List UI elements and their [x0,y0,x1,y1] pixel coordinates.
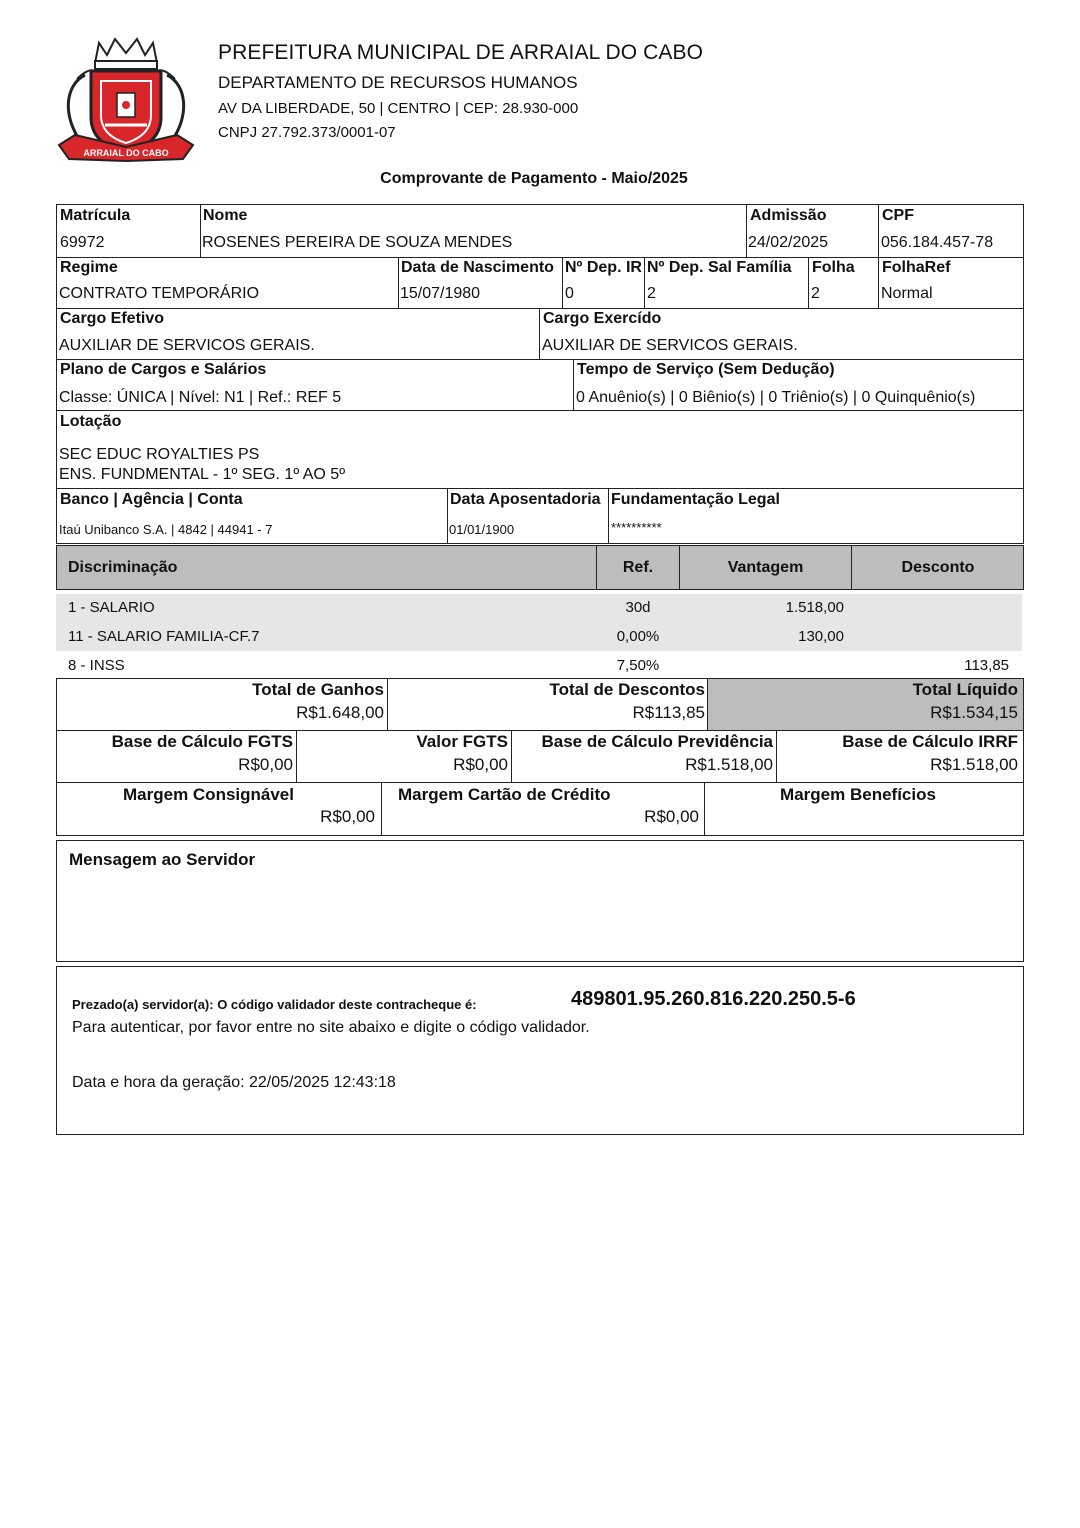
row-3-ref: 7,50% [616,657,660,674]
row-1-desc: 1 - SALARIO [68,599,155,616]
aposentadoria-value: 01/01/1900 [449,522,515,537]
col-header-vantagem: Vantagem [727,559,804,576]
table-row [56,594,1022,622]
admissao-value: 24/02/2025 [748,234,829,251]
margem-cartao-label: Margem Cartão de Crédito [398,785,611,804]
plano-value: Classe: ÚNICA | Nível: N1 | Ref.: REF 5 [59,389,342,406]
validation-code: 489801.95.260.816.220.250.5-6 [571,988,856,1010]
dep-ir-label: Nº Dep. IR [565,259,642,276]
validation-box [56,966,1024,1135]
org-name: PREFEITURA MUNICIPAL DE ARRAIAL DO CABO [218,41,704,64]
aposentadoria-label: Data Aposentadoria [450,491,601,508]
previdencia-base-label: Base de Cálculo Previdência [541,732,773,751]
margem-consignavel-value: R$0,00 [320,807,375,826]
document-title: Comprovante de Pagamento - Maio/2025 [380,170,688,187]
tempo-servico-label: Tempo de Serviço (Sem Dedução) [577,361,835,378]
dep-sal-value: 2 [647,285,656,302]
cargo-efetivo-value: AUXILIAR DE SERVICOS GERAIS. [59,337,315,354]
nascimento-label: Data de Nascimento [401,259,554,276]
banco-label: Banco | Agência | Conta [60,491,243,508]
matricula-label: Matrícula [60,207,131,224]
cargo-exercido-label: Cargo Exercído [543,310,662,327]
margem-cartao-value: R$0,00 [644,807,699,826]
margem-consignavel-label: Margem Consignável [123,785,294,804]
irrf-base-value: R$1.518,00 [930,755,1018,774]
row-3-desconto: 113,85 [964,657,1009,674]
org-address: AV DA LIBERDADE, 50 | CENTRO | CEP: 28.930-000 [218,100,579,117]
row-1-ref: 30d [625,599,651,616]
cpf-label: CPF [882,207,914,224]
message-label: Mensagem ao Servidor [69,850,256,869]
department-name: DEPARTAMENTO DE RECURSOS HUMANOS [218,73,578,92]
regime-label: Regime [60,259,118,276]
folha-value: 2 [811,285,820,302]
col-header-desconto: Desconto [901,559,975,576]
fgts-base-value: R$0,00 [238,755,293,774]
validation-intro: Prezado(a) servidor(a): O código validador deste contracheque é: [72,997,477,1012]
regime-value: CONTRATO TEMPORÁRIO [59,285,260,302]
cargo-exercido-value: AUXILIAR DE SERVICOS GERAIS. [542,337,798,354]
row-2-desc: 11 - SALARIO FAMILIA-CF.7 [68,628,260,645]
org-cnpj: CNPJ 27.792.373/0001-07 [218,124,396,141]
lotacao-line-2: ENS. FUNDMENTAL - 1º SEG. 1º AO 5º [59,466,346,483]
dep-ir-value: 0 [565,285,574,302]
nome-label: Nome [203,207,248,224]
row-1-vantagem: 1.518,00 [785,599,844,616]
row-2-vantagem: 130,00 [798,628,844,645]
validation-instructions: Para autenticar, por favor entre no site abaixo e digite o código validador. [72,1019,590,1036]
nome-value: ROSENES PEREIRA DE SOUZA MENDES [202,234,513,251]
total-liquido-value: R$1.534,15 [930,703,1018,722]
margem-beneficios-label: Margem Benefícios [780,785,936,804]
folha-label: Folha [812,259,855,276]
admissao-label: Admissão [750,207,827,224]
folharef-label: FolhaRef [882,259,951,276]
total-ganhos-label: Total de Ganhos [252,680,384,699]
row-3-desc: 8 - INSS [68,657,125,674]
total-descontos-value: R$113,85 [632,703,705,722]
matricula-value: 69972 [60,234,105,251]
generation-datetime: Data e hora da geração: 22/05/2025 12:43:18 [72,1074,396,1091]
cpf-value: 056.184.457-78 [881,234,994,251]
banco-value: Itaú Unibanco S.A. | 4842 | 44941 - 7 [59,522,273,537]
fgts-valor-value: R$0,00 [453,755,508,774]
plano-label: Plano de Cargos e Salários [60,361,267,378]
col-header-discriminacao: Discriminação [68,559,178,576]
fgts-base-label: Base de Cálculo FGTS [111,732,293,751]
lotacao-label: Lotação [60,413,122,430]
col-header-ref: Ref. [622,559,654,576]
total-descontos-label: Total de Descontos [549,680,705,699]
total-liquido-label: Total Líquido [912,680,1018,699]
previdencia-base-value: R$1.518,00 [685,755,773,774]
folharef-value: Normal [881,285,933,302]
dep-sal-label: Nº Dep. Sal Família [647,259,792,276]
cargo-efetivo-label: Cargo Efetivo [60,310,165,327]
city-crest-logo [55,35,197,167]
fgts-valor-label: Valor FGTS [416,732,508,751]
svg-text:ARRAIAL DO CABO: ARRAIAL DO CABO [83,148,169,158]
total-ganhos-value: R$1.648,00 [296,703,384,722]
tempo-servico-value: 0 Anuênio(s) | 0 Biênio(s) | 0 Triênio(s) | 0 Quinquênio(s) [576,389,976,406]
lotacao-line-1: SEC EDUC ROYALTIES PS [59,446,260,463]
irrf-base-label: Base de Cálculo IRRF [842,732,1018,751]
row-2-ref: 0,00% [616,628,660,645]
fundamentacao-label: Fundamentação Legal [611,491,780,508]
nascimento-value: 15/07/1980 [400,285,481,302]
fundamentacao-value: ********** [611,520,662,535]
